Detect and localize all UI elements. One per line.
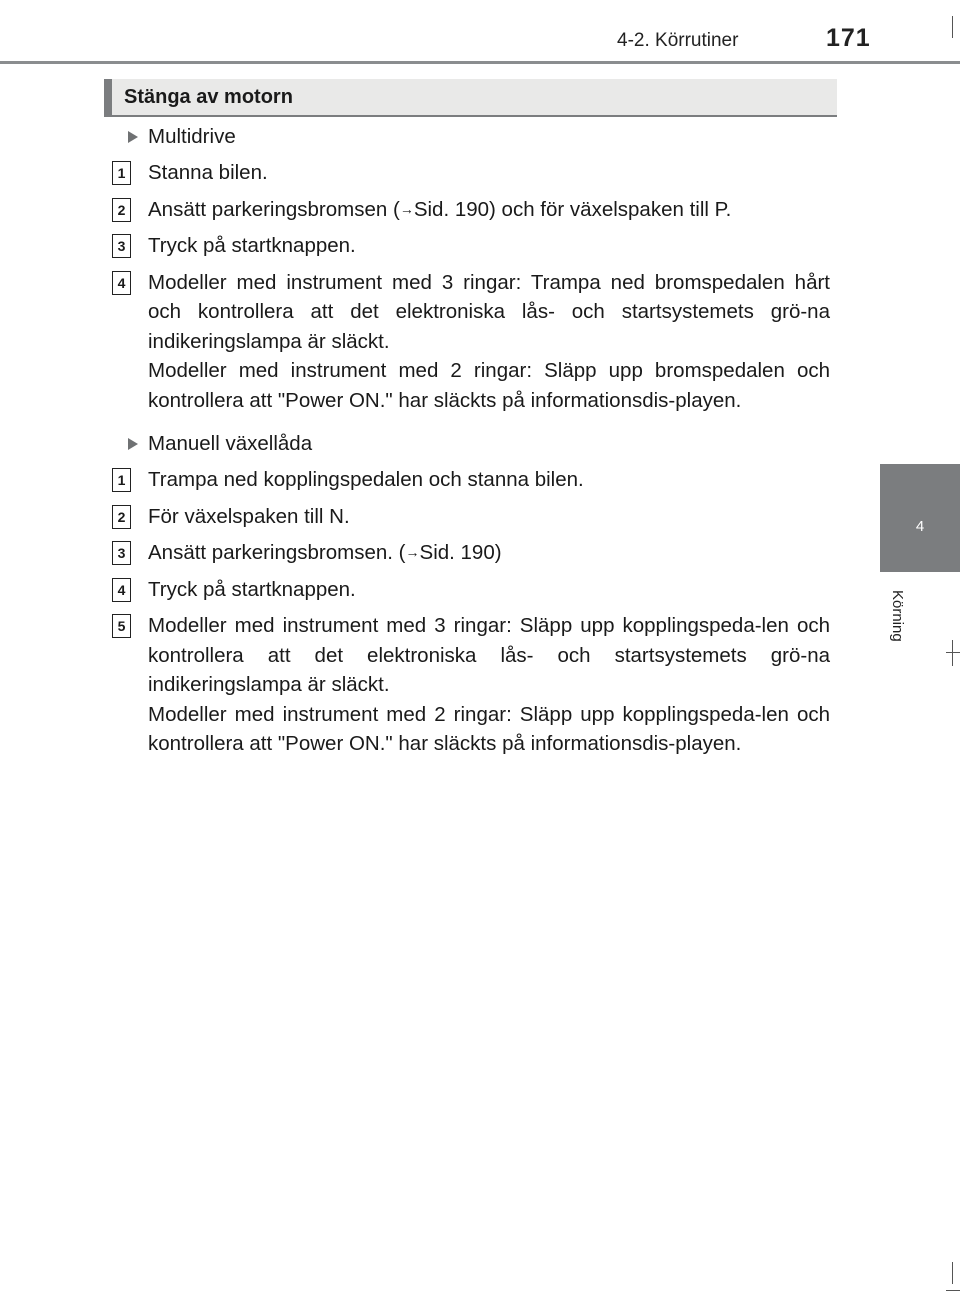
step-text: Modeller med instrument med 3 ringar: Släpp upp kopplingspeda-len och kontrollera att det elektroniska lås- och startsystemets grö-na indikeringslampa är släckt.	[148, 614, 830, 696]
chapter-label: Körning	[889, 590, 906, 642]
triangle-bullet-icon	[128, 438, 138, 450]
step-text: Stanna bilen.	[148, 161, 268, 184]
step-text-before: Ansätt parkeringsbromsen (	[148, 197, 400, 221]
step-item	[104, 538, 830, 568]
step-text-after: Sid. 190)	[419, 541, 502, 564]
step-number-badge: 1	[112, 468, 131, 492]
step-item	[104, 502, 830, 532]
step-text: Trampa ned kopplingspedalen och stanna bilen.	[148, 468, 584, 491]
cross-reference-arrow-icon: →	[399, 200, 414, 217]
step-number-badge: 4	[112, 271, 131, 295]
step-text: Tryck på startknappen.	[148, 234, 356, 257]
subhead-multidrive	[104, 122, 830, 151]
step-text: Tryck på startknappen.	[148, 577, 356, 601]
step-text: Modeller med instrument med 3 ringar: Trampa ned bromspedalen hårt och kontrollera att det elektroniska lås- och startsystemets grö-na indikeringslampa är släckt.	[148, 270, 830, 353]
header-rule	[0, 61, 960, 64]
crop-mark-mid-right	[952, 640, 953, 666]
step-item	[104, 465, 830, 495]
step-text-after: Sid. 190) och för växelspaken till P.	[413, 197, 732, 221]
subhead-label: Multidrive	[148, 125, 236, 148]
page-number: 171	[826, 24, 871, 52]
step-text: Modeller med instrument med 2 ringar: Släpp upp bromspedalen och kontrollera att "Power ON." har släckts på informationsdis-playen.	[148, 359, 830, 412]
chapter-number: 4	[915, 518, 925, 535]
crop-mark-bottom-right	[952, 1262, 953, 1284]
step-text-before: Ansätt parkeringsbromsen. (	[148, 541, 406, 564]
running-header: 4-2. Körrutiner	[617, 30, 739, 51]
crop-mark-top-right	[952, 16, 953, 38]
step-text	[148, 195, 830, 225]
chapter-tab	[880, 464, 960, 572]
step-item	[104, 158, 830, 188]
step-item	[104, 231, 830, 261]
crop-mark-bottom-right-h	[946, 1290, 960, 1291]
cross-reference-arrow-icon: →	[405, 544, 420, 560]
section-header	[104, 79, 837, 117]
subhead-label: Manuell växellåda	[148, 432, 313, 455]
crop-mark-mid-right-h	[946, 652, 960, 653]
subhead-manual-gearbox	[104, 429, 830, 458]
step-number-badge: 5	[112, 614, 131, 638]
step-item	[104, 195, 830, 225]
section-header-bar	[104, 79, 112, 117]
step-item	[104, 611, 830, 759]
section-title: Stänga av motorn	[124, 86, 293, 108]
step-number-badge: 4	[112, 578, 131, 602]
step-number-badge: 1	[112, 161, 131, 185]
step-item	[104, 268, 830, 416]
step-text	[148, 538, 830, 568]
step-number-badge: 2	[112, 198, 131, 222]
step-number-badge: 3	[112, 234, 131, 258]
step-text: För växelspaken till N.	[148, 504, 350, 528]
step-number-badge: 3	[112, 541, 131, 565]
step-number-badge: 2	[112, 505, 131, 529]
triangle-bullet-icon	[128, 131, 138, 143]
step-text: Modeller med instrument med 2 ringar: Släpp upp kopplingspeda-len och kontrollera att "Power ON." har släckts på informationsdis-playen.	[148, 702, 830, 755]
step-item	[104, 575, 830, 605]
content	[104, 118, 830, 759]
